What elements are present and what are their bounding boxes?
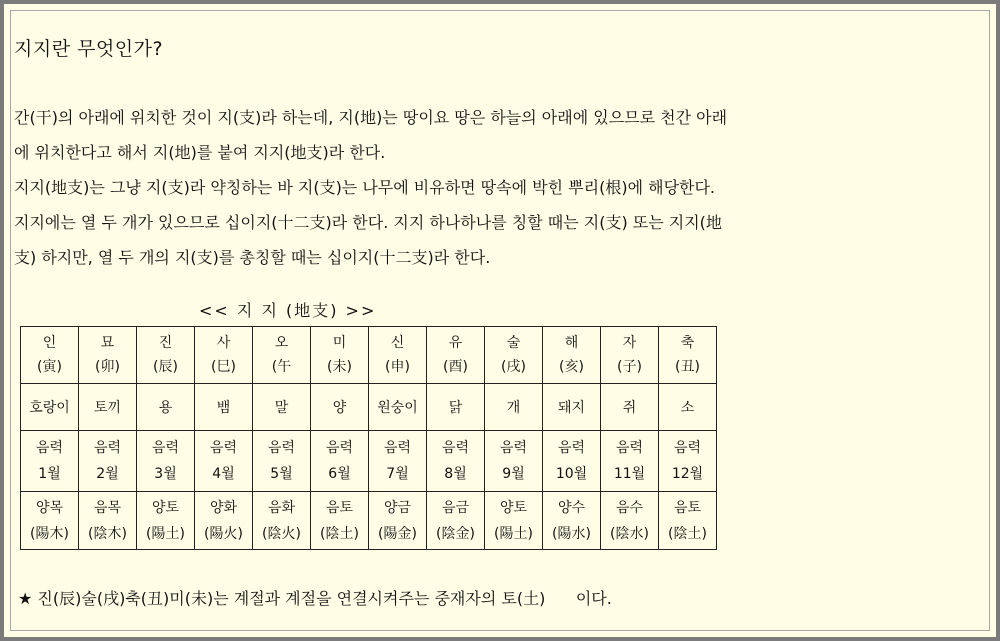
table-caption: << 지 지 (地支) >> (199, 301, 377, 320)
branch-name-row (21, 327, 717, 384)
branch-name: 오 (274, 335, 289, 351)
branch-name-cell (601, 327, 659, 384)
animal-name: 원숭이 (377, 400, 418, 416)
animal-cell (427, 384, 485, 431)
branch-hanja: (午 (271, 359, 292, 375)
branch-hanja: (丑) (675, 359, 700, 375)
element-hanja: (陽木) (30, 525, 69, 542)
branch-hanja: (戌) (501, 359, 526, 375)
paragraph-line: 支) 하지만, 열 두 개의 지(支)를 총칭할 때는 십이지(十二支)라 한다. (14, 248, 491, 267)
lunar-month-cell (543, 431, 601, 492)
element-row (21, 492, 717, 550)
element-cell (601, 492, 659, 550)
branch-name-cell (195, 327, 253, 384)
lunar-label: 음력 (557, 440, 586, 456)
lunar-label: 음력 (151, 440, 180, 456)
element-cell (21, 492, 79, 550)
paragraph-line: 에 위치한다고 해서 지(地)를 붙여 지지(地支)라 한다. (14, 143, 386, 162)
branch-hanja: (申) (385, 359, 410, 375)
element-korean: 양금 (383, 499, 412, 516)
lunar-label: 음력 (267, 440, 296, 456)
animal-name: 용 (158, 400, 173, 416)
lunar-label: 음력 (209, 440, 238, 456)
element-cell (195, 492, 253, 550)
animal-name: 소 (680, 400, 695, 416)
element-korean: 음수 (615, 499, 644, 516)
paragraph-line: 지지(地支)는 그냥 지(支)라 약칭하는 바 지(支)는 나무에 비유하면 땅속에 박힌 뿌리(根)에 해당한다. (14, 178, 716, 197)
element-korean: 양토 (499, 499, 528, 516)
element-korean: 양토 (151, 499, 180, 516)
animal-name: 토끼 (93, 400, 122, 416)
element-cell (485, 492, 543, 550)
body-paragraph (14, 100, 989, 275)
lunar-month: 9월 (502, 466, 525, 482)
lunar-month-cell (311, 431, 369, 492)
branch-hanja: (子) (617, 359, 642, 375)
branch-name-cell (79, 327, 137, 384)
animal-name: 돼지 (557, 400, 586, 416)
branch-name-cell (369, 327, 427, 384)
animal-cell (601, 384, 659, 431)
animal-cell (369, 384, 427, 431)
animal-row (21, 384, 717, 431)
earthly-branches-table (20, 326, 717, 550)
paragraph-line: 지지에는 열 두 개가 있으므로 십이지(十二支)라 한다. 지지 하나하나를 칭할 때는 지(支) 또는 지지(地 (14, 213, 722, 232)
animal-cell (21, 384, 79, 431)
animal-name: 쥐 (622, 400, 637, 416)
element-cell (253, 492, 311, 550)
footnote: ★ 진(辰)술(戌)축(丑)미(未)는 계절과 계절을 연결시켜주는 중재자의 토(土) 이다. (18, 589, 612, 608)
element-korean: 양수 (557, 499, 586, 516)
element-cell (543, 492, 601, 550)
lunar-month-cell (427, 431, 485, 492)
branch-hanja: (酉) (443, 359, 468, 375)
element-korean: 음화 (267, 499, 296, 516)
element-cell (79, 492, 137, 550)
animal-name: 닭 (448, 400, 463, 416)
branch-hanja: (辰) (153, 359, 178, 375)
animal-name: 양 (332, 400, 347, 416)
animal-name: 말 (274, 400, 289, 416)
animal-cell (659, 384, 717, 431)
branch-name-cell (543, 327, 601, 384)
branch-name-cell (311, 327, 369, 384)
animal-name: 호랑이 (29, 400, 70, 416)
animal-name: 뱀 (216, 400, 231, 416)
element-cell (311, 492, 369, 550)
branch-hanja: (巳) (211, 359, 236, 375)
lunar-month: 8월 (444, 466, 467, 482)
branch-name-cell (21, 327, 79, 384)
lunar-month-cell (253, 431, 311, 492)
element-hanja: (陰金) (436, 525, 475, 542)
branch-name: 신 (390, 335, 405, 351)
animal-cell (195, 384, 253, 431)
lunar-month: 5월 (270, 466, 293, 482)
lunar-month: 1월 (38, 466, 61, 482)
element-hanja: (陰火) (262, 525, 301, 542)
lunar-month: 3월 (154, 466, 177, 482)
branch-name-cell (427, 327, 485, 384)
animal-name: 개 (506, 400, 521, 416)
element-hanja: (陽金) (378, 525, 417, 542)
branch-name: 유 (448, 335, 463, 351)
element-korean: 음토 (325, 499, 354, 516)
lunar-month: 7월 (386, 466, 409, 482)
lunar-month: 11월 (613, 466, 646, 482)
branch-name: 해 (564, 335, 579, 351)
element-cell (137, 492, 195, 550)
animal-cell (253, 384, 311, 431)
lunar-label: 음력 (441, 440, 470, 456)
branch-name: 사 (216, 335, 231, 351)
branch-hanja: (寅) (37, 359, 62, 375)
lunar-month: 12월 (671, 466, 704, 482)
lunar-month-cell (21, 431, 79, 492)
lunar-month-cell (79, 431, 137, 492)
element-hanja: (陰土) (668, 525, 707, 542)
branch-name: 묘 (100, 335, 115, 351)
lunar-month-cell (195, 431, 253, 492)
element-hanja: (陽土) (494, 525, 533, 542)
element-cell (369, 492, 427, 550)
branch-name: 진 (158, 335, 173, 351)
animal-cell (485, 384, 543, 431)
branch-name-cell (659, 327, 717, 384)
element-hanja: (陰水) (610, 525, 649, 542)
lunar-label: 음력 (499, 440, 528, 456)
element-korean: 음금 (441, 499, 470, 516)
paragraph-line: 간(干)의 아래에 위치한 것이 지(支)라 하는데, 지(地)는 땅이요 땅은 하늘의 아래에 있으므로 천간 아래 (14, 108, 728, 127)
branch-name: 축 (680, 335, 695, 351)
branch-name: 미 (332, 335, 347, 351)
element-hanja: (陰土) (320, 525, 359, 542)
lunar-month-cell (485, 431, 543, 492)
branch-name: 인 (42, 335, 57, 351)
lunar-month: 2월 (96, 466, 119, 482)
element-cell (427, 492, 485, 550)
element-korean: 양목 (35, 499, 64, 516)
element-hanja: (陽火) (204, 525, 243, 542)
element-korean: 음목 (93, 499, 122, 516)
lunar-month: 4월 (212, 466, 235, 482)
branch-hanja: (亥) (559, 359, 584, 375)
animal-cell (543, 384, 601, 431)
branch-hanja: (卯) (95, 359, 120, 375)
page-title: 지지란 무엇인가? (14, 38, 164, 60)
animal-cell (137, 384, 195, 431)
animal-cell (79, 384, 137, 431)
lunar-label: 음력 (93, 440, 122, 456)
element-korean: 음토 (673, 499, 702, 516)
lunar-label: 음력 (615, 440, 644, 456)
lunar-label: 음력 (673, 440, 702, 456)
element-cell (659, 492, 717, 550)
branch-name: 자 (622, 335, 637, 351)
lunar-label: 음력 (383, 440, 412, 456)
lunar-month: 10월 (555, 466, 588, 482)
lunar-label: 음력 (35, 440, 64, 456)
branch-hanja: (未) (327, 359, 352, 375)
element-hanja: (陰木) (88, 525, 127, 542)
element-hanja: (陽土) (146, 525, 185, 542)
animal-cell (311, 384, 369, 431)
lunar-month-row (21, 431, 717, 492)
lunar-label: 음력 (325, 440, 354, 456)
lunar-month-cell (659, 431, 717, 492)
element-korean: 양화 (209, 499, 238, 516)
element-hanja: (陽水) (552, 525, 591, 542)
branch-name-cell (137, 327, 195, 384)
branch-name-cell (253, 327, 311, 384)
lunar-month-cell (369, 431, 427, 492)
lunar-month-cell (601, 431, 659, 492)
branch-name: 술 (506, 335, 521, 351)
branch-name-cell (485, 327, 543, 384)
lunar-month-cell (137, 431, 195, 492)
lunar-month: 6월 (328, 466, 351, 482)
